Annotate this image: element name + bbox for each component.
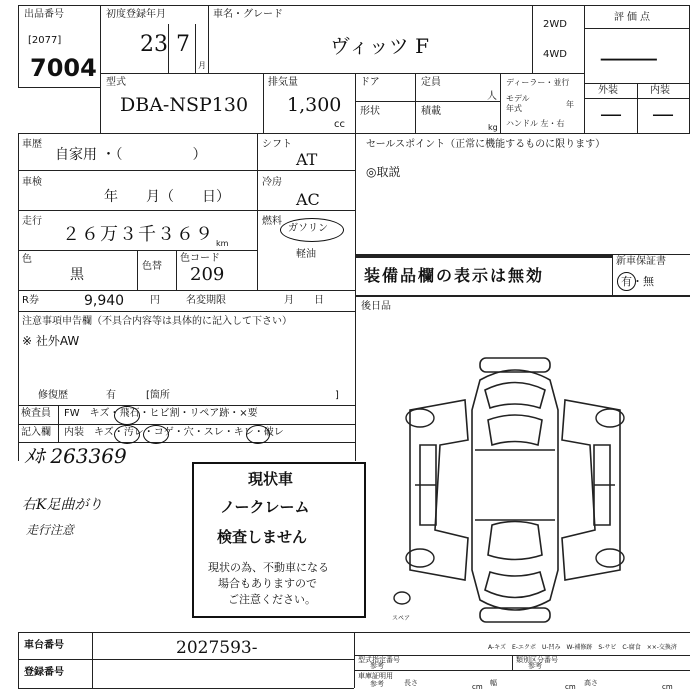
repair-label: 修復歴 [38,390,68,401]
reg-label: 登録番号 [24,667,64,678]
capacity-label: 定員 [421,77,441,88]
stamp-line-1: 現状車 [248,470,294,488]
history-label: 車歴 [22,139,42,150]
color-code-label: 色コード [180,253,220,264]
length-label: 車庫証明用 [358,672,393,680]
color-value: 黒 [70,267,84,283]
first-reg-month-unit: 月 [198,61,206,70]
displacement-label: 排気量 [268,77,298,88]
first-reg-month: 7 [176,32,190,57]
entry-label: 記入欄 [21,427,51,438]
lot-label: 出品番号 [24,9,64,20]
ac-label: 冷房 [262,177,282,188]
length-field: 長さ [404,679,418,687]
load-unit: kg [488,123,498,132]
grade-label: 評価点 [614,12,653,23]
equipment-notice: 装備品欄の表示は無効 [364,266,545,285]
stamp-line-2: ノークレーム [220,498,310,516]
lot-sub: [2077] [28,35,62,46]
car-diagram [380,350,650,630]
displacement-value: 1,300 [287,94,342,116]
notes-item: ※ 社外AW [22,334,80,348]
repair-place: [箇所 [146,390,170,401]
width-cm: cm [565,683,576,691]
spare-label: スペア [392,615,411,622]
height-field: 高さ [584,679,598,687]
model-year-label: モデル [506,94,530,103]
width-field: 幅 [490,679,497,687]
repair-value: 有 [106,390,116,401]
stamp-line-6: ご注意ください。 [228,593,316,606]
displacement-unit: cc [334,119,345,130]
height-cm: cm [662,683,673,691]
model-number-label: 型式指定番号 [358,656,400,664]
length-cm: cm [472,683,483,691]
category-label: 類別区分番号 [516,656,558,664]
color-change-label: 色替 [142,261,162,272]
flaw-circle-3 [143,425,169,444]
diagram-legend: A-キズ E-エクボ U-凹み W-補修跡 S-サビ C-腐食 ××-交換済 [488,644,677,651]
later-label: 後日品 [361,301,391,312]
first-reg-label: 初度登録年月 [106,9,166,20]
inspection-value: 年 月（ 日） [104,189,230,205]
stamp-line-5: 場合もありますので [218,577,317,590]
mileage-label: 走行 [22,216,42,227]
inspector-line: FW キズ・飛石・ヒビ割・リペア跡・×要 [64,408,258,419]
first-reg-year: 23 [140,32,168,57]
chassis-label: 車台番号 [24,640,64,651]
model-label: 型式 [106,77,126,88]
chassis-value: 2027593- [176,638,258,658]
handwritten-mileage: ﾒﾎ 263369 [24,444,127,468]
name-label: 車名・グレード [213,9,283,20]
name-change-value: 月 日 [284,295,324,306]
ref-label-2: 参考 [528,662,542,670]
interior-value: — [652,102,674,127]
year-unit: 年 [566,100,574,109]
warranty-value: 有・無 [621,275,654,288]
sales-item: ◎取説 [366,165,401,179]
sales-label: セールスポイント（正常に機能するものに限ります） [366,139,606,150]
inspector-label: 検査員 [21,408,51,419]
fuel-label: 燃料 [262,216,282,227]
warranty-label: 新車保証書 [616,256,666,267]
handwritten-note-1: 右K足曲がり [22,497,103,513]
repair-close: ] [335,390,339,401]
length-sub: 参考 [370,680,384,688]
exterior-value: — [600,102,622,127]
flaw-circle-1 [114,406,140,425]
exterior-label: 外装 [598,85,618,96]
dealer-label: ディーラー・並行 [506,78,570,87]
shift-value: AT [296,150,318,169]
name-change-label: 名変期限 [186,295,226,306]
shape-label: 形状 [360,106,380,117]
door-label: ドア [360,77,380,88]
color-code-value: 209 [190,264,225,285]
mileage-value: ２６万３千３６９ [62,224,214,245]
color-label: 色 [22,254,32,265]
ac-value: AC [296,190,320,209]
flaw-circle-2 [114,425,140,444]
model-code: DBA-NSP130 [120,94,249,116]
mileage-unit: km [216,239,229,248]
drive-2wd: 2WD [543,19,567,30]
stamp-line-3: 検査しません [217,528,308,546]
model-year-label2: 年式 [506,104,522,113]
interior-label: 内装 [650,85,670,96]
handle-label: ハンドル 左・右 [506,119,565,128]
history-value: 自家用 ・（ ） [55,147,207,163]
notes-label: 注意事項申告欄（不具合内容等は具体的に記入して下さい） [22,316,292,327]
grade-value: — [598,41,660,74]
entry-line: 内装 キズ・汚レ・コゲ・穴・スレ・キレ・破レ [64,427,284,438]
capacity-unit: 人 [487,91,497,102]
shift-label: シフト [262,139,292,150]
fuel-light: 軽油 [296,249,316,260]
inspection-label: 車検 [22,177,42,188]
recycle-label: R券 [22,295,39,306]
drive-4wd: 4WD [543,49,567,60]
lot-number: 7004 [30,54,97,82]
recycle-unit: 円 [150,295,160,306]
model-name: ヴィッツ F [330,34,430,58]
ref-label: 参考 [370,662,384,670]
fuel-gas: ガソリン [288,223,328,234]
load-label: 積載 [421,106,441,117]
stamp-line-4: 現状の為、不動車になる [208,561,329,574]
recycle-value: 9,940 [84,293,125,309]
handwritten-note-2: 走行注意 [26,523,75,537]
flaw-circle-4 [246,425,270,444]
